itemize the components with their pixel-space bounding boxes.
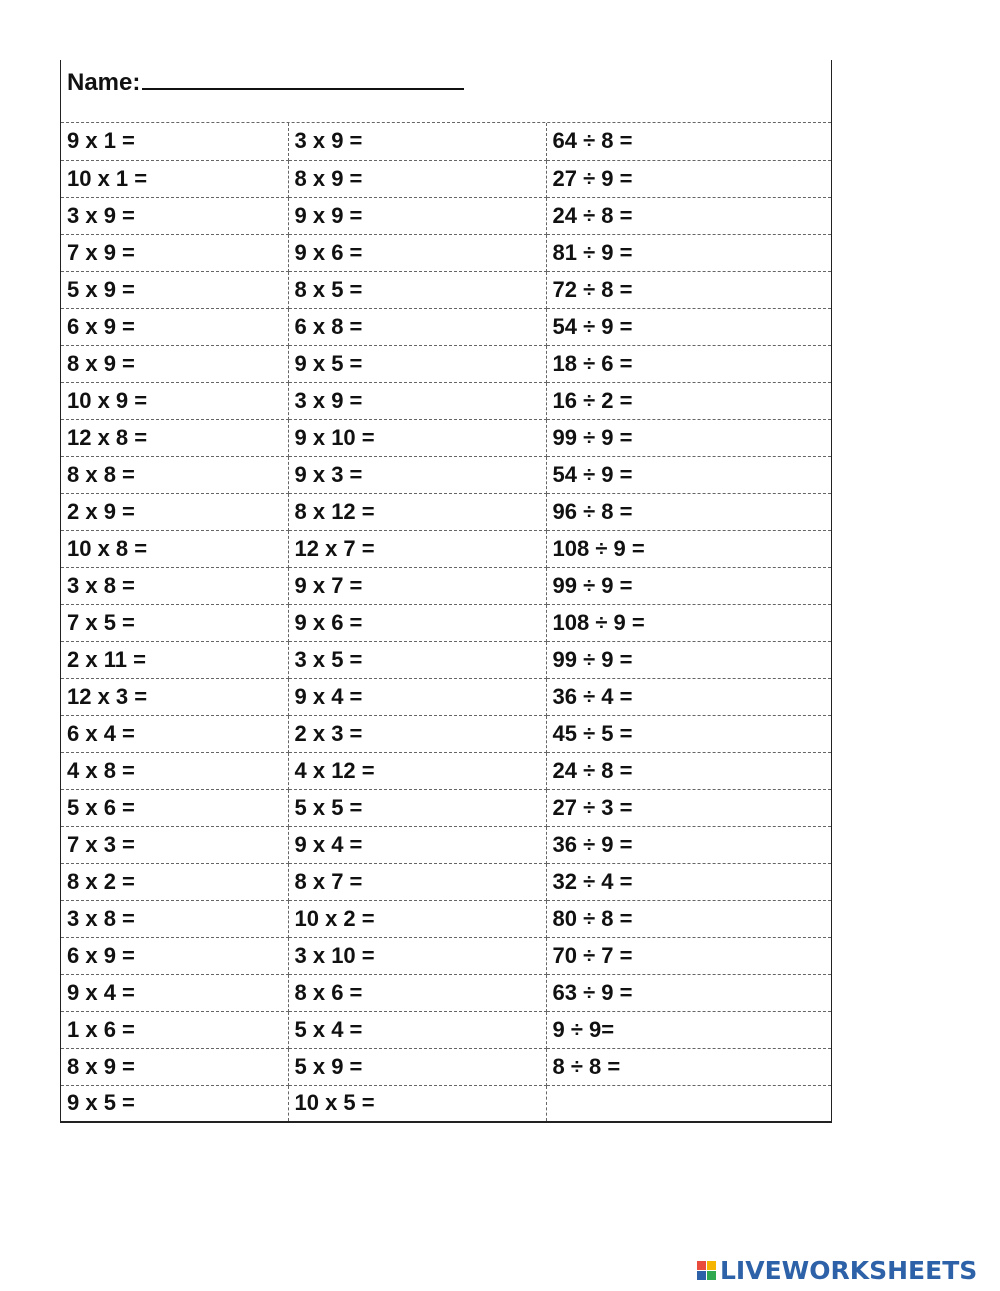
problem-cell: 3 x 10 = [288,937,546,974]
problem-cell: 3 x 9 = [288,123,546,160]
problem-row [61,530,831,567]
problem-cell: 9 x 10 = [288,419,546,456]
logo-text: LIVEWORKSHEETS [720,1255,978,1285]
problem-row [61,678,831,715]
problem-row [61,752,831,789]
problem-cell: 9 x 9 = [288,197,546,234]
problem-cell: 10 x 5 = [288,1085,546,1122]
problem-row [61,641,831,678]
problems-table [61,123,831,1123]
problem-cell: 99 ÷ 9 = [546,419,831,456]
problem-row [61,382,831,419]
problem-cell: 54 ÷ 9 = [546,308,831,345]
problem-cell: 9 x 6 = [288,234,546,271]
problem-cell: 9 x 5 = [288,345,546,382]
problem-row [61,308,831,345]
problem-cell: 99 ÷ 9 = [546,567,831,604]
problem-cell: 8 x 9 = [288,160,546,197]
problem-row [61,900,831,937]
problem-cell: 12 x 8 = [61,419,288,456]
problem-cell: 36 ÷ 4 = [546,678,831,715]
problem-row [61,160,831,197]
problem-cell: 63 ÷ 9 = [546,974,831,1011]
problem-cell: 108 ÷ 9 = [546,604,831,641]
problem-cell: 72 ÷ 8 = [546,271,831,308]
problem-cell: 7 x 5 = [61,604,288,641]
problem-row [61,1085,831,1122]
name-blank-line [142,66,464,90]
problem-cell: 10 x 8 = [61,530,288,567]
problem-row [61,345,831,382]
problem-cell: 7 x 3 = [61,826,288,863]
problem-cell: 3 x 9 = [61,197,288,234]
problem-row [61,123,831,160]
problem-row [61,234,831,271]
problem-cell: 8 x 9 = [61,1048,288,1085]
problem-row [61,1011,831,1048]
problem-cell: 2 x 3 = [288,715,546,752]
problem-cell: 8 x 12 = [288,493,546,530]
problem-cell: 6 x 9 = [61,937,288,974]
problem-cell: 6 x 8 = [288,308,546,345]
problem-cell: 18 ÷ 6 = [546,345,831,382]
problem-cell: 24 ÷ 8 = [546,197,831,234]
problem-cell: 108 ÷ 9 = [546,530,831,567]
problem-row [61,974,831,1011]
problem-cell: 36 ÷ 9 = [546,826,831,863]
problem-cell: 2 x 11 = [61,641,288,678]
problem-cell: 5 x 4 = [288,1011,546,1048]
problem-cell: 10 x 2 = [288,900,546,937]
problem-cell: 81 ÷ 9 = [546,234,831,271]
problem-cell: 8 ÷ 8 = [546,1048,831,1085]
problem-cell: 8 x 9 = [61,345,288,382]
problem-cell: 5 x 6 = [61,789,288,826]
problem-cell: 54 ÷ 9 = [546,456,831,493]
problem-cell: 9 x 5 = [61,1085,288,1122]
problem-row [61,567,831,604]
problem-row [61,493,831,530]
problem-cell: 9 x 7 = [288,567,546,604]
problem-cell: 24 ÷ 8 = [546,752,831,789]
problem-cell: 5 x 9 = [288,1048,546,1085]
problem-cell: 4 x 12 = [288,752,546,789]
worksheet [60,60,832,1123]
problem-cell: 10 x 9 = [61,382,288,419]
problem-cell: 99 ÷ 9 = [546,641,831,678]
problem-row [61,456,831,493]
problem-cell: 12 x 7 = [288,530,546,567]
problem-cell: 5 x 9 = [61,271,288,308]
problem-cell: 9 x 6 = [288,604,546,641]
problem-cell: 9 x 3 = [288,456,546,493]
name-row [61,60,831,123]
problem-row [61,419,831,456]
problem-cell: 1 x 6 = [61,1011,288,1048]
problem-cell: 70 ÷ 7 = [546,937,831,974]
problem-row [61,715,831,752]
problem-cell: 8 x 8 = [61,456,288,493]
problem-cell: 9 x 4 = [61,974,288,1011]
problem-cell: 16 ÷ 2 = [546,382,831,419]
problem-cell: 6 x 4 = [61,715,288,752]
problem-cell: 7 x 9 = [61,234,288,271]
problem-cell: 3 x 8 = [61,900,288,937]
problem-row [61,271,831,308]
problem-cell: 3 x 5 = [288,641,546,678]
problem-cell: 8 x 7 = [288,863,546,900]
problem-cell: 3 x 9 = [288,382,546,419]
problem-cell: 27 ÷ 9 = [546,160,831,197]
problem-cell: 45 ÷ 5 = [546,715,831,752]
problem-row [61,604,831,641]
problem-cell: 10 x 1 = [61,160,288,197]
problem-cell: 80 ÷ 8 = [546,900,831,937]
problem-cell: 32 ÷ 4 = [546,863,831,900]
problem-row [61,826,831,863]
problem-cell: 9 x 4 = [288,678,546,715]
problem-cell: 8 x 6 = [288,974,546,1011]
name-field [67,66,464,97]
problem-row [61,789,831,826]
problem-cell: 12 x 3 = [61,678,288,715]
name-label: Name: [67,69,141,96]
problem-cell: 9 x 1 = [61,123,288,160]
problem-cell: 6 x 9 = [61,308,288,345]
empty-cell [546,1085,831,1122]
problem-row [61,197,831,234]
problem-row [61,1048,831,1085]
problem-cell: 5 x 5 = [288,789,546,826]
problem-cell: 27 ÷ 3 = [546,789,831,826]
problem-cell: 3 x 8 = [61,567,288,604]
problem-row [61,863,831,900]
problem-cell: 9 x 4 = [288,826,546,863]
problem-cell: 2 x 9 = [61,493,288,530]
problem-cell: 96 ÷ 8 = [546,493,831,530]
problem-cell: 8 x 2 = [61,863,288,900]
liveworksheets-logo [697,1257,977,1283]
problem-cell: 9 ÷ 9= [546,1011,831,1048]
problem-cell: 4 x 8 = [61,752,288,789]
liveworksheets-logo-icon [697,1261,716,1280]
problem-cell: 64 ÷ 8 = [546,123,831,160]
problem-cell: 8 x 5 = [288,271,546,308]
problem-row [61,937,831,974]
